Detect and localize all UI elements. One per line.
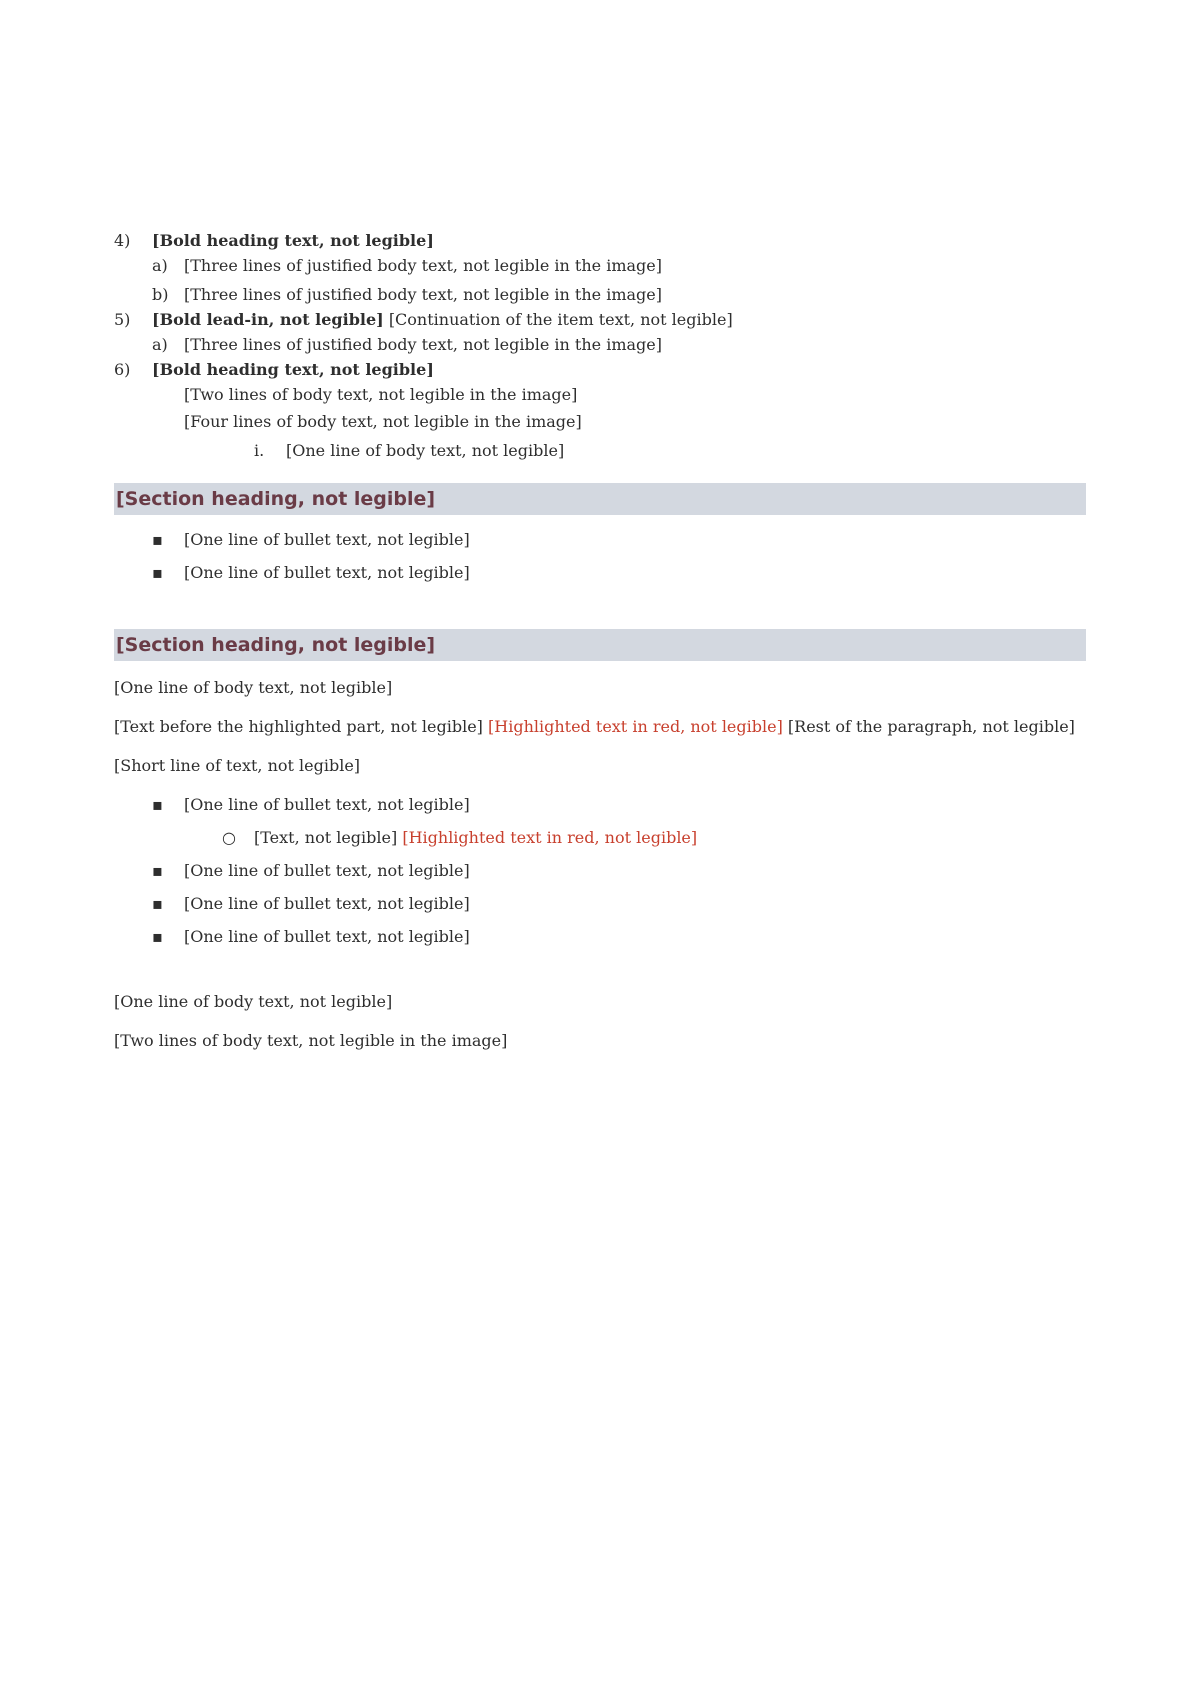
bullet-text: [One line of bullet text, not legible] — [184, 795, 470, 814]
bullet-text: [One line of bullet text, not legible] — [184, 563, 470, 582]
bullet-text: [Text, not legible] — [254, 828, 398, 847]
sub-item-letter: a) — [152, 335, 168, 354]
roman-sub-item-text: [One line of body text, not legible] — [286, 441, 565, 460]
paragraph: [Short line of text, not legible] — [114, 756, 361, 775]
sub-item-letter: b) — [152, 285, 169, 304]
section-heading: [Section heading, not legible] — [116, 487, 436, 510]
square-bullet-icon: ▪ — [152, 927, 163, 946]
list-item-4 — [114, 228, 1080, 253]
highlighted-text: [Highlighted text in red, not legible] — [488, 717, 783, 736]
bullet-item — [114, 792, 1080, 817]
list-number: 6) — [114, 360, 131, 379]
paragraph-text: [Text before the highlighted part, not legible] — [114, 717, 483, 736]
bullet-text: [One line of bullet text, not legible] — [184, 927, 470, 946]
list-item-heading: [Bold heading text, not legible] — [152, 360, 434, 379]
bullet-text: [One line of bullet text, not legible] — [184, 894, 470, 913]
sub-item — [114, 282, 1080, 307]
list-item-6 — [114, 357, 1080, 382]
paragraph: [Two lines of body text, not legible in the image] — [114, 1031, 508, 1050]
list-item-heading: [Bold lead-in, not legible] — [152, 310, 384, 329]
sub-item — [114, 253, 1080, 278]
circle-bullet-icon: ○ — [222, 828, 236, 847]
bullet-item — [114, 924, 1080, 949]
roman-sub-item — [114, 438, 1080, 463]
section-heading-band — [114, 629, 1086, 661]
sub-item — [114, 332, 1080, 357]
bullet-item — [114, 858, 1080, 883]
sub-item-text: [Three lines of justified body text, not legible in the image] — [184, 285, 662, 304]
item-paragraph: [Two lines of body text, not legible in the image] — [184, 385, 578, 404]
section-heading-band — [114, 483, 1086, 515]
roman-numeral: i. — [254, 441, 265, 460]
square-bullet-icon: ▪ — [152, 563, 163, 582]
list-item-heading: [Bold heading text, not legible] — [152, 231, 434, 250]
list-number: 4) — [114, 231, 131, 250]
highlighted-text: [Highlighted text in red, not legible] — [402, 828, 698, 847]
paragraph: [One line of body text, not legible] — [114, 992, 393, 1011]
inner-bullet-item — [114, 825, 1080, 850]
bullet-text: [One line of bullet text, not legible] — [184, 861, 470, 880]
list-item-5 — [114, 307, 1080, 332]
square-bullet-icon: ▪ — [152, 530, 163, 549]
paragraph: [One line of body text, not legible] — [114, 678, 393, 697]
bullet-item — [114, 891, 1080, 916]
square-bullet-icon: ▪ — [152, 894, 163, 913]
section-heading: [Section heading, not legible] — [116, 633, 436, 656]
paragraph-text: [Rest of the paragraph, not legible] — [787, 717, 1075, 736]
sub-item-text: [Three lines of justified body text, not legible in the image] — [184, 256, 662, 275]
square-bullet-icon: ▪ — [152, 795, 163, 814]
sub-item-letter: a) — [152, 256, 168, 275]
paragraph-with-highlight — [114, 714, 1080, 739]
bullet-text: [One line of bullet text, not legible] — [184, 530, 470, 549]
list-number: 5) — [114, 310, 131, 329]
item-paragraph: [Four lines of body text, not legible in the image] — [184, 412, 582, 431]
square-bullet-icon: ▪ — [152, 861, 163, 880]
list-item-text: [Continuation of the item text, not legible] — [388, 310, 733, 329]
sub-item-text: [Three lines of justified body text, not legible in the image] — [184, 335, 662, 354]
bullet-item — [114, 560, 1080, 585]
bullet-item — [114, 527, 1080, 552]
